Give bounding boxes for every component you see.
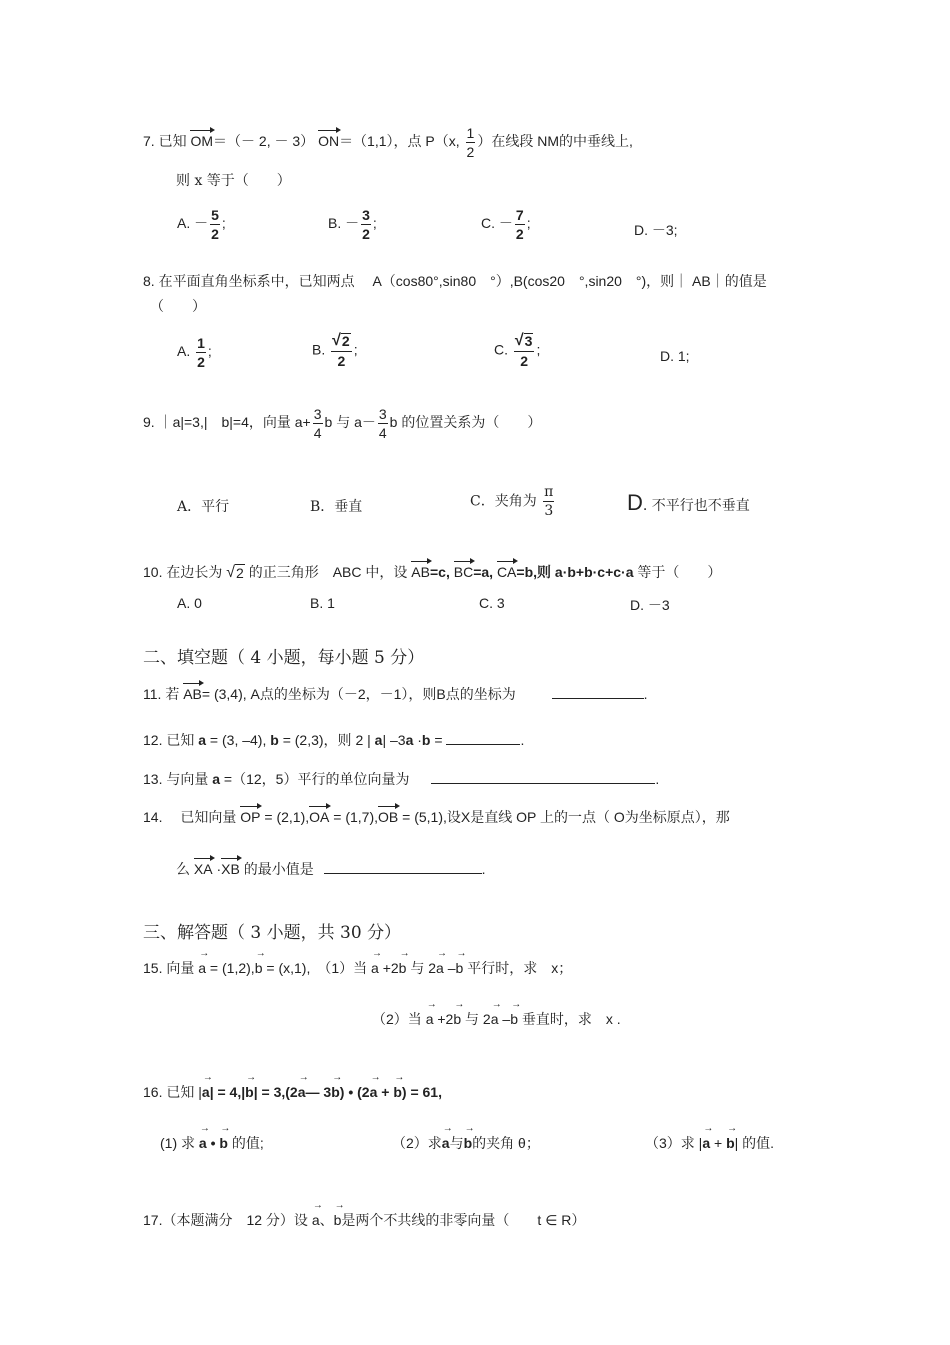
- q10-stem: [143, 562, 721, 582]
- denominator: 4: [313, 425, 322, 441]
- vector-a: a →: [426, 1011, 434, 1027]
- text: 14. 已知向量: [143, 809, 237, 825]
- q9-option-d: [627, 490, 750, 516]
- denominator: 2: [466, 144, 475, 160]
- vector-b: b: [421, 732, 431, 748]
- text: +2: [433, 1011, 454, 1027]
- text: +: [710, 1135, 727, 1151]
- vector-oa: OA: [309, 809, 330, 825]
- text: 与 2: [410, 960, 437, 976]
- radicand: 3: [524, 333, 533, 350]
- label: C.: [494, 341, 508, 358]
- text: ;: [207, 343, 212, 360]
- text: = (x,1), （1）当: [262, 960, 368, 976]
- text: 11. 若: [143, 686, 180, 702]
- text: +: [377, 1084, 394, 1100]
- vector-a: a: [212, 771, 221, 787]
- q8-paren: （ ）: [150, 298, 206, 314]
- text: ;: [221, 215, 226, 232]
- q10-option-c: C. 3: [479, 595, 505, 611]
- text: 的最小值是: [243, 861, 314, 877]
- q12: [143, 730, 524, 750]
- text: ;: [536, 341, 541, 358]
- vector-a: a →: [491, 1011, 499, 1027]
- text: ·: [212, 861, 222, 877]
- text: （3）求 |: [645, 1135, 703, 1151]
- vector-b: b →: [456, 960, 464, 976]
- text: . 不平行也不垂直: [642, 498, 750, 514]
- vector-on: ON: [318, 133, 340, 150]
- q10-option-d: D. －3: [630, 597, 670, 613]
- text: = (1,2),: [206, 960, 255, 976]
- denominator: 2: [362, 226, 370, 242]
- text: b 的位置关系为（ ）: [389, 414, 542, 431]
- fraction: [543, 485, 554, 518]
- vector-xb: XB: [221, 861, 240, 877]
- sqrt: √ 2: [226, 564, 244, 582]
- denominator: 2: [515, 226, 524, 242]
- vector-ab: AB: [411, 564, 430, 580]
- vector-b: b →: [331, 1084, 340, 1100]
- text: | –3: [382, 732, 406, 748]
- text: 10. 在边长为: [143, 564, 223, 580]
- vector-ob: OB: [378, 809, 399, 825]
- text: （2）求: [392, 1135, 442, 1151]
- numerator: 5: [211, 207, 219, 223]
- text: –: [443, 960, 456, 976]
- vector-a: a →: [199, 1135, 207, 1151]
- vector-b: b: [270, 732, 279, 748]
- vector-b: b →: [453, 1011, 461, 1027]
- text: 17.（本题满分 12 分）设: [143, 1212, 308, 1228]
- vector-om: OM: [190, 133, 214, 150]
- vector-a: a: [374, 732, 383, 748]
- vector-b: b →: [334, 1212, 342, 1228]
- text: =a,: [473, 564, 494, 580]
- answer-blank[interactable]: [431, 783, 655, 784]
- q7-option-d: D. －3;: [634, 222, 678, 238]
- text: = (2,3)，则 2 |: [278, 732, 371, 748]
- fraction: [515, 208, 525, 241]
- denominator: 4: [378, 425, 387, 441]
- q13: [143, 769, 659, 789]
- numerator: 3: [362, 207, 370, 223]
- radicand: 2: [236, 565, 244, 582]
- text: (1) 求: [160, 1135, 195, 1151]
- label: B.: [328, 215, 342, 232]
- vector-b: b →: [399, 960, 407, 976]
- text: 的夹角 θ；: [472, 1135, 540, 1151]
- q16-part3: [645, 1133, 774, 1153]
- text: 的正三角形 ABC 中，设: [248, 564, 408, 580]
- text: 平行时，求 x；: [467, 960, 573, 976]
- vector-bc: BC: [453, 564, 474, 580]
- text: ·: [413, 732, 422, 748]
- text: | = 4,|: [209, 1084, 246, 1100]
- q15-line1: [143, 958, 572, 978]
- q10-option-a: A. 0: [177, 595, 202, 611]
- text: •: [206, 1135, 220, 1151]
- vector-a: a: [198, 732, 207, 748]
- answer-blank[interactable]: [552, 698, 644, 699]
- text: 9. ｜a|=3,| b|=4，向量 a+: [143, 414, 311, 431]
- q7-line2: 则 x 等于（ ）: [176, 173, 291, 189]
- section-heading-solutions: 三、解答题（ 3 小题，共 30 分）: [143, 923, 402, 943]
- label: A.: [177, 215, 191, 232]
- text: ＝（－ 2, － 3）: [213, 133, 315, 150]
- text: .: [520, 732, 525, 748]
- numerator: 3: [378, 406, 387, 422]
- numerator: 1: [466, 125, 475, 141]
- text: 与: [449, 1135, 464, 1151]
- vector-a: a →: [198, 960, 206, 976]
- text: = (1,7),: [329, 809, 378, 825]
- text: | = 3,(2: [253, 1084, 298, 1100]
- q17: [143, 1210, 585, 1230]
- vector-b: b →: [219, 1135, 228, 1151]
- q9-option-c: [470, 485, 556, 518]
- q9-option-a: A．平行: [177, 499, 230, 515]
- q8-option-d: D. 1;: [660, 348, 690, 364]
- text: +2: [378, 960, 399, 976]
- vector-a: a →: [312, 1212, 320, 1228]
- vector-a: a: [405, 732, 414, 748]
- text: 等于（ ）: [637, 564, 722, 580]
- text: 是两个不共线的非零向量（ t ∈ R）: [341, 1212, 586, 1228]
- text: ;: [372, 215, 377, 232]
- vector-xa: XA: [193, 861, 213, 877]
- text: = (3, –4),: [206, 732, 267, 748]
- text: （2）当: [372, 1011, 422, 1027]
- text: 垂直时，求 x .: [521, 1011, 621, 1027]
- numerator: 3: [313, 406, 322, 422]
- text: ）在线段 NM的中垂线上,: [477, 133, 633, 150]
- vector-a: a →: [371, 960, 379, 976]
- q16-part1: [160, 1133, 264, 1153]
- q8-option-c: [494, 333, 540, 368]
- fraction: [466, 126, 476, 159]
- q9-option-b: B．垂直: [310, 499, 363, 515]
- vector-a: a →: [442, 1135, 450, 1151]
- denominator: 2: [337, 353, 346, 370]
- text: =c,: [429, 564, 450, 580]
- q7-number: 7.: [143, 133, 155, 150]
- text: =（12，5）平行的单位向量为: [220, 771, 410, 787]
- text: = (5,1),设X是直线 OP 上的一点（ O为坐标原点），那: [398, 809, 730, 825]
- text: ) = 61,: [401, 1084, 442, 1100]
- text: 15. 向量: [143, 960, 195, 976]
- text: b 与 a－: [324, 414, 376, 431]
- fraction: [313, 407, 323, 440]
- q15-line2: [372, 1009, 621, 1029]
- vector-b: b →: [393, 1084, 402, 1100]
- text: 么: [176, 861, 190, 877]
- fraction: [378, 407, 388, 440]
- fraction: [514, 333, 535, 368]
- text: 已知: [158, 133, 187, 150]
- text: .: [481, 861, 486, 877]
- text: ;: [353, 341, 358, 358]
- vector-b: b →: [464, 1135, 473, 1151]
- numerator: 1: [197, 335, 205, 351]
- sign: －: [194, 215, 209, 232]
- text: .: [655, 771, 660, 787]
- q8-option-b: [312, 333, 358, 368]
- text: .: [643, 686, 648, 702]
- vector-b: b →: [245, 1084, 254, 1100]
- text: | 的值.: [734, 1135, 775, 1151]
- label: B.: [312, 341, 326, 358]
- q14-line1: [143, 807, 730, 827]
- q9-stem: [143, 407, 541, 440]
- vector-a: a →: [298, 1084, 306, 1100]
- label: C.: [481, 215, 495, 232]
- vector-ab: AB: [183, 686, 202, 702]
- fraction: [196, 336, 206, 369]
- vector-op: OP: [240, 809, 261, 825]
- text: ;: [526, 215, 531, 232]
- label: D: [627, 490, 643, 515]
- text: 、: [319, 1212, 334, 1228]
- section-heading-fill-in: 二、填空题（ 4 小题，每小题 5 分）: [143, 648, 425, 668]
- q14-line2: [176, 859, 486, 879]
- q7-option-b: [328, 208, 377, 241]
- vector-b: b →: [726, 1135, 735, 1151]
- numerator: 7: [515, 207, 524, 223]
- sign: －: [498, 215, 513, 232]
- q16-stem: [143, 1082, 442, 1102]
- vector-ca: CA: [496, 564, 517, 580]
- text: C．夹角为: [470, 493, 537, 510]
- label: A.: [177, 343, 191, 360]
- denominator: 2: [211, 226, 219, 242]
- q10-option-b: B. 1: [310, 595, 335, 611]
- vector-a: a →: [370, 1084, 378, 1100]
- text: ) • (2: [339, 1084, 370, 1100]
- sign: －: [345, 215, 360, 232]
- vector-b: b →: [510, 1011, 518, 1027]
- text: ＝（1,1），点 P（x,: [339, 133, 460, 150]
- q7-line1: [143, 126, 633, 159]
- text: — 3: [305, 1084, 332, 1100]
- q7-option-c: [481, 208, 531, 241]
- q8-stem: 8. 在平面直角坐标系中，已知两点 A（cos80°,sin80 °）,B(cos20 °,sin20 °)，则｜ AB｜的值是: [143, 273, 767, 289]
- sqrt: √ 3: [514, 332, 533, 350]
- denominator: 2: [520, 353, 529, 370]
- text: = (3,4), A点的坐标为（－2，－1），则B点的坐标为: [201, 686, 516, 702]
- text: =b,则: [516, 564, 552, 580]
- q7-option-a: [177, 208, 226, 241]
- text: =: [430, 732, 443, 748]
- vector-b: b →: [255, 960, 263, 976]
- answer-blank[interactable]: [324, 873, 482, 874]
- answer-blank[interactable]: [446, 744, 520, 745]
- text: –: [498, 1011, 511, 1027]
- q8-option-a: [177, 336, 212, 369]
- radicand: 2: [341, 333, 350, 350]
- sqrt: √ 2: [332, 332, 350, 350]
- text: 12. 已知: [143, 732, 195, 748]
- denominator: 3: [544, 503, 554, 519]
- text: = (2,1),: [260, 809, 310, 825]
- q16-part2: [392, 1133, 540, 1153]
- fraction: [361, 208, 371, 241]
- q11: [143, 684, 648, 704]
- vector-a: a →: [436, 960, 444, 976]
- text: 与 2: [465, 1011, 491, 1027]
- text: 的值;: [231, 1135, 264, 1151]
- fraction: [331, 333, 352, 368]
- denominator: 2: [197, 354, 205, 370]
- vector-a: a →: [702, 1135, 710, 1151]
- expression: a·b+b·c+c·a: [554, 564, 634, 580]
- vector-a: a →: [202, 1084, 210, 1100]
- numerator: π: [544, 484, 554, 500]
- text: 13. 与向量: [143, 771, 209, 787]
- text: 16. 已知 |: [143, 1084, 202, 1100]
- fraction: [210, 208, 220, 241]
